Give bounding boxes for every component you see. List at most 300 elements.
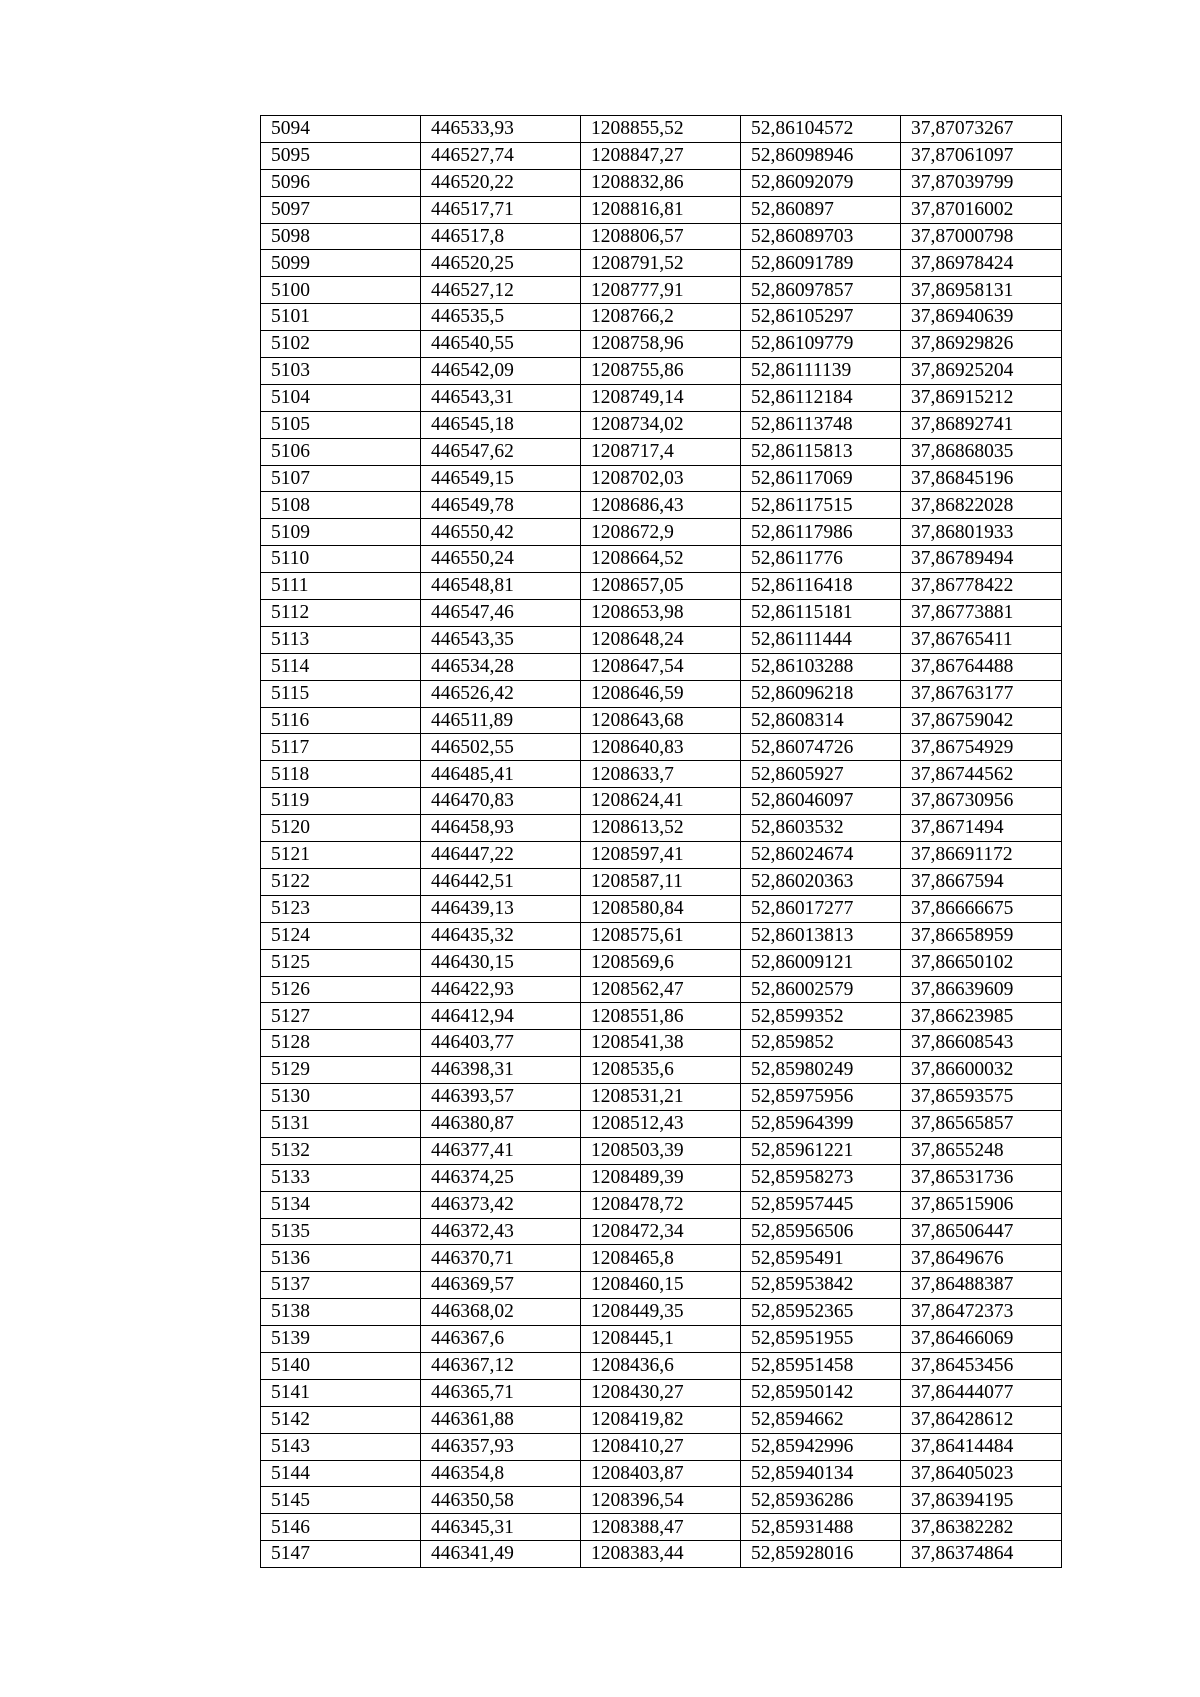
table-row — [261, 1514, 1062, 1541]
x-coordinate-cell: 446361,88 — [421, 1406, 581, 1433]
point-number-cell: 5118 — [261, 761, 421, 788]
point-number-cell: 5111 — [261, 573, 421, 600]
point-number-cell: 5096 — [261, 169, 421, 196]
latitude-cell: 52,86111139 — [741, 358, 901, 385]
point-number-cell: 5117 — [261, 734, 421, 761]
table-row — [261, 949, 1062, 976]
longitude-cell: 37,86778422 — [901, 573, 1062, 600]
latitude-cell: 52,85928016 — [741, 1541, 901, 1568]
y-coordinate-cell: 1208657,05 — [581, 573, 741, 600]
x-coordinate-cell: 446377,41 — [421, 1137, 581, 1164]
longitude-cell: 37,86754929 — [901, 734, 1062, 761]
x-coordinate-cell: 446502,55 — [421, 734, 581, 761]
x-coordinate-cell: 446543,35 — [421, 626, 581, 653]
x-coordinate-cell: 446354,8 — [421, 1460, 581, 1487]
point-number-cell: 5109 — [261, 519, 421, 546]
table-row — [261, 1460, 1062, 1487]
point-number-cell: 5098 — [261, 223, 421, 250]
x-coordinate-cell: 446367,6 — [421, 1326, 581, 1353]
x-coordinate-cell: 446373,42 — [421, 1191, 581, 1218]
longitude-cell: 37,86730956 — [901, 788, 1062, 815]
latitude-cell: 52,86013813 — [741, 922, 901, 949]
table-row — [261, 707, 1062, 734]
y-coordinate-cell: 1208664,52 — [581, 546, 741, 573]
table-row — [261, 1137, 1062, 1164]
point-number-cell: 5134 — [261, 1191, 421, 1218]
latitude-cell: 52,86074726 — [741, 734, 901, 761]
latitude-cell: 52,86091789 — [741, 250, 901, 277]
y-coordinate-cell: 1208445,1 — [581, 1326, 741, 1353]
y-coordinate-cell: 1208777,91 — [581, 277, 741, 304]
point-number-cell: 5107 — [261, 465, 421, 492]
y-coordinate-cell: 1208749,14 — [581, 384, 741, 411]
x-coordinate-cell: 446367,12 — [421, 1352, 581, 1379]
table-row — [261, 438, 1062, 465]
longitude-cell: 37,86444077 — [901, 1379, 1062, 1406]
x-coordinate-cell: 446548,81 — [421, 573, 581, 600]
latitude-cell: 52,86113748 — [741, 411, 901, 438]
y-coordinate-cell: 1208541,38 — [581, 1030, 741, 1057]
longitude-cell: 37,86929826 — [901, 331, 1062, 358]
latitude-cell: 52,86097857 — [741, 277, 901, 304]
table-row — [261, 196, 1062, 223]
table-row — [261, 1433, 1062, 1460]
x-coordinate-cell: 446374,25 — [421, 1164, 581, 1191]
x-coordinate-cell: 446369,57 — [421, 1272, 581, 1299]
point-number-cell: 5131 — [261, 1110, 421, 1137]
x-coordinate-cell: 446533,93 — [421, 116, 581, 143]
point-number-cell: 5124 — [261, 922, 421, 949]
longitude-cell: 37,87016002 — [901, 196, 1062, 223]
x-coordinate-cell: 446549,78 — [421, 492, 581, 519]
longitude-cell: 37,86466069 — [901, 1326, 1062, 1353]
longitude-cell: 37,86764488 — [901, 653, 1062, 680]
longitude-cell: 37,86958131 — [901, 277, 1062, 304]
y-coordinate-cell: 1208791,52 — [581, 250, 741, 277]
x-coordinate-cell: 446534,28 — [421, 653, 581, 680]
table-row — [261, 1191, 1062, 1218]
latitude-cell: 52,85951955 — [741, 1326, 901, 1353]
point-number-cell: 5138 — [261, 1299, 421, 1326]
table-row — [261, 358, 1062, 385]
latitude-cell: 52,86002579 — [741, 976, 901, 1003]
y-coordinate-cell: 1208587,11 — [581, 868, 741, 895]
table-row — [261, 492, 1062, 519]
latitude-cell: 52,86098946 — [741, 142, 901, 169]
latitude-cell: 52,86009121 — [741, 949, 901, 976]
latitude-cell: 52,86115181 — [741, 600, 901, 627]
table-row — [261, 1003, 1062, 1030]
y-coordinate-cell: 1208640,83 — [581, 734, 741, 761]
y-coordinate-cell: 1208613,52 — [581, 815, 741, 842]
point-number-cell: 5143 — [261, 1433, 421, 1460]
point-number-cell: 5144 — [261, 1460, 421, 1487]
latitude-cell: 52,86115813 — [741, 438, 901, 465]
table-row — [261, 1245, 1062, 1272]
point-number-cell: 5127 — [261, 1003, 421, 1030]
point-number-cell: 5108 — [261, 492, 421, 519]
x-coordinate-cell: 446412,94 — [421, 1003, 581, 1030]
latitude-cell: 52,86024674 — [741, 842, 901, 869]
longitude-cell: 37,86405023 — [901, 1460, 1062, 1487]
longitude-cell: 37,86789494 — [901, 546, 1062, 573]
longitude-cell: 37,86515906 — [901, 1191, 1062, 1218]
latitude-cell: 52,86105297 — [741, 304, 901, 331]
latitude-cell: 52,86092079 — [741, 169, 901, 196]
y-coordinate-cell: 1208816,81 — [581, 196, 741, 223]
latitude-cell: 52,860897 — [741, 196, 901, 223]
latitude-cell: 52,85953842 — [741, 1272, 901, 1299]
x-coordinate-cell: 446511,89 — [421, 707, 581, 734]
latitude-cell: 52,85936286 — [741, 1487, 901, 1514]
x-coordinate-cell: 446470,83 — [421, 788, 581, 815]
point-number-cell: 5104 — [261, 384, 421, 411]
x-coordinate-cell: 446435,32 — [421, 922, 581, 949]
table-row — [261, 1272, 1062, 1299]
longitude-cell: 37,86763177 — [901, 680, 1062, 707]
y-coordinate-cell: 1208597,41 — [581, 842, 741, 869]
latitude-cell: 52,86017277 — [741, 895, 901, 922]
longitude-cell: 37,86374864 — [901, 1541, 1062, 1568]
x-coordinate-cell: 446368,02 — [421, 1299, 581, 1326]
table-row — [261, 626, 1062, 653]
table-row — [261, 546, 1062, 573]
point-number-cell: 5128 — [261, 1030, 421, 1057]
y-coordinate-cell: 1208832,86 — [581, 169, 741, 196]
y-coordinate-cell: 1208419,82 — [581, 1406, 741, 1433]
table-row — [261, 465, 1062, 492]
table-row — [261, 1110, 1062, 1137]
y-coordinate-cell: 1208396,54 — [581, 1487, 741, 1514]
y-coordinate-cell: 1208672,9 — [581, 519, 741, 546]
latitude-cell: 52,86046097 — [741, 788, 901, 815]
latitude-cell: 52,85958273 — [741, 1164, 901, 1191]
longitude-cell: 37,86801933 — [901, 519, 1062, 546]
longitude-cell: 37,86691172 — [901, 842, 1062, 869]
table-row — [261, 1326, 1062, 1353]
x-coordinate-cell: 446403,77 — [421, 1030, 581, 1057]
y-coordinate-cell: 1208465,8 — [581, 1245, 741, 1272]
table-row — [261, 1379, 1062, 1406]
table-row — [261, 868, 1062, 895]
point-number-cell: 5097 — [261, 196, 421, 223]
longitude-cell: 37,86650102 — [901, 949, 1062, 976]
table-row — [261, 519, 1062, 546]
table-row — [261, 1084, 1062, 1111]
x-coordinate-cell: 446393,57 — [421, 1084, 581, 1111]
y-coordinate-cell: 1208460,15 — [581, 1272, 741, 1299]
point-number-cell: 5126 — [261, 976, 421, 1003]
x-coordinate-cell: 446517,71 — [421, 196, 581, 223]
latitude-cell: 52,86109779 — [741, 331, 901, 358]
table-row — [261, 734, 1062, 761]
y-coordinate-cell: 1208686,43 — [581, 492, 741, 519]
longitude-cell: 37,8667594 — [901, 868, 1062, 895]
latitude-cell: 52,8605927 — [741, 761, 901, 788]
table-row — [261, 384, 1062, 411]
table-row — [261, 895, 1062, 922]
x-coordinate-cell: 446549,15 — [421, 465, 581, 492]
table-row — [261, 1218, 1062, 1245]
x-coordinate-cell: 446527,12 — [421, 277, 581, 304]
x-coordinate-cell: 446357,93 — [421, 1433, 581, 1460]
table-row — [261, 653, 1062, 680]
latitude-cell: 52,85951458 — [741, 1352, 901, 1379]
y-coordinate-cell: 1208503,39 — [581, 1137, 741, 1164]
table-row — [261, 788, 1062, 815]
longitude-cell: 37,86868035 — [901, 438, 1062, 465]
point-number-cell: 5132 — [261, 1137, 421, 1164]
x-coordinate-cell: 446380,87 — [421, 1110, 581, 1137]
longitude-cell: 37,86925204 — [901, 358, 1062, 385]
y-coordinate-cell: 1208734,02 — [581, 411, 741, 438]
longitude-cell: 37,86382282 — [901, 1514, 1062, 1541]
latitude-cell: 52,8594662 — [741, 1406, 901, 1433]
y-coordinate-cell: 1208478,72 — [581, 1191, 741, 1218]
table-row — [261, 573, 1062, 600]
table-row — [261, 1406, 1062, 1433]
latitude-cell: 52,8603532 — [741, 815, 901, 842]
latitude-cell: 52,86104572 — [741, 116, 901, 143]
table-row — [261, 142, 1062, 169]
y-coordinate-cell: 1208430,27 — [581, 1379, 741, 1406]
latitude-cell: 52,86116418 — [741, 573, 901, 600]
table-row — [261, 169, 1062, 196]
y-coordinate-cell: 1208647,54 — [581, 653, 741, 680]
point-number-cell: 5129 — [261, 1057, 421, 1084]
point-number-cell: 5137 — [261, 1272, 421, 1299]
point-number-cell: 5095 — [261, 142, 421, 169]
coordinates-table — [260, 115, 1062, 1568]
longitude-cell: 37,86506447 — [901, 1218, 1062, 1245]
y-coordinate-cell: 1208436,6 — [581, 1352, 741, 1379]
latitude-cell: 52,85975956 — [741, 1084, 901, 1111]
table-row — [261, 1057, 1062, 1084]
latitude-cell: 52,8599352 — [741, 1003, 901, 1030]
longitude-cell: 37,86639609 — [901, 976, 1062, 1003]
y-coordinate-cell: 1208648,24 — [581, 626, 741, 653]
latitude-cell: 52,859852 — [741, 1030, 901, 1057]
latitude-cell: 52,85961221 — [741, 1137, 901, 1164]
x-coordinate-cell: 446550,42 — [421, 519, 581, 546]
point-number-cell: 5101 — [261, 304, 421, 331]
table-row — [261, 1164, 1062, 1191]
x-coordinate-cell: 446527,74 — [421, 142, 581, 169]
point-number-cell: 5146 — [261, 1514, 421, 1541]
y-coordinate-cell: 1208624,41 — [581, 788, 741, 815]
longitude-cell: 37,86531736 — [901, 1164, 1062, 1191]
longitude-cell: 37,86759042 — [901, 707, 1062, 734]
point-number-cell: 5094 — [261, 116, 421, 143]
table-row — [261, 976, 1062, 1003]
longitude-cell: 37,86453456 — [901, 1352, 1062, 1379]
point-number-cell: 5114 — [261, 653, 421, 680]
longitude-cell: 37,86623985 — [901, 1003, 1062, 1030]
point-number-cell: 5119 — [261, 788, 421, 815]
y-coordinate-cell: 1208562,47 — [581, 976, 741, 1003]
y-coordinate-cell: 1208633,7 — [581, 761, 741, 788]
table-row — [261, 1352, 1062, 1379]
table-row — [261, 922, 1062, 949]
y-coordinate-cell: 1208847,27 — [581, 142, 741, 169]
y-coordinate-cell: 1208531,21 — [581, 1084, 741, 1111]
longitude-cell: 37,8655248 — [901, 1137, 1062, 1164]
x-coordinate-cell: 446550,24 — [421, 546, 581, 573]
y-coordinate-cell: 1208512,43 — [581, 1110, 741, 1137]
x-coordinate-cell: 446545,18 — [421, 411, 581, 438]
table-row — [261, 331, 1062, 358]
point-number-cell: 5139 — [261, 1326, 421, 1353]
table-row — [261, 761, 1062, 788]
longitude-cell: 37,86593575 — [901, 1084, 1062, 1111]
point-number-cell: 5120 — [261, 815, 421, 842]
y-coordinate-cell: 1208569,6 — [581, 949, 741, 976]
y-coordinate-cell: 1208388,47 — [581, 1514, 741, 1541]
point-number-cell: 5133 — [261, 1164, 421, 1191]
latitude-cell: 52,85940134 — [741, 1460, 901, 1487]
longitude-cell: 37,86765411 — [901, 626, 1062, 653]
x-coordinate-cell: 446341,49 — [421, 1541, 581, 1568]
latitude-cell: 52,86112184 — [741, 384, 901, 411]
point-number-cell: 5140 — [261, 1352, 421, 1379]
latitude-cell: 52,86111444 — [741, 626, 901, 653]
x-coordinate-cell: 446370,71 — [421, 1245, 581, 1272]
point-number-cell: 5136 — [261, 1245, 421, 1272]
table-row — [261, 1299, 1062, 1326]
table-row — [261, 411, 1062, 438]
longitude-cell: 37,87039799 — [901, 169, 1062, 196]
point-number-cell: 5147 — [261, 1541, 421, 1568]
latitude-cell: 52,85952365 — [741, 1299, 901, 1326]
point-number-cell: 5103 — [261, 358, 421, 385]
latitude-cell: 52,85931488 — [741, 1514, 901, 1541]
latitude-cell: 52,85980249 — [741, 1057, 901, 1084]
point-number-cell: 5142 — [261, 1406, 421, 1433]
y-coordinate-cell: 1208646,59 — [581, 680, 741, 707]
latitude-cell: 52,8608314 — [741, 707, 901, 734]
point-number-cell: 5122 — [261, 868, 421, 895]
point-number-cell: 5135 — [261, 1218, 421, 1245]
table-row — [261, 815, 1062, 842]
x-coordinate-cell: 446542,09 — [421, 358, 581, 385]
table-row — [261, 1487, 1062, 1514]
latitude-cell: 52,86103288 — [741, 653, 901, 680]
x-coordinate-cell: 446422,93 — [421, 976, 581, 1003]
x-coordinate-cell: 446398,31 — [421, 1057, 581, 1084]
table-row — [261, 277, 1062, 304]
latitude-cell: 52,85964399 — [741, 1110, 901, 1137]
longitude-cell: 37,86773881 — [901, 600, 1062, 627]
y-coordinate-cell: 1208449,35 — [581, 1299, 741, 1326]
latitude-cell: 52,85942996 — [741, 1433, 901, 1460]
x-coordinate-cell: 446350,58 — [421, 1487, 581, 1514]
latitude-cell: 52,86117515 — [741, 492, 901, 519]
longitude-cell: 37,87061097 — [901, 142, 1062, 169]
y-coordinate-cell: 1208806,57 — [581, 223, 741, 250]
longitude-cell: 37,86600032 — [901, 1057, 1062, 1084]
x-coordinate-cell: 446485,41 — [421, 761, 581, 788]
x-coordinate-cell: 446520,25 — [421, 250, 581, 277]
coordinates-table-body — [261, 116, 1062, 1568]
point-number-cell: 5106 — [261, 438, 421, 465]
point-number-cell: 5141 — [261, 1379, 421, 1406]
y-coordinate-cell: 1208410,27 — [581, 1433, 741, 1460]
y-coordinate-cell: 1208755,86 — [581, 358, 741, 385]
longitude-cell: 37,86428612 — [901, 1406, 1062, 1433]
point-number-cell: 5130 — [261, 1084, 421, 1111]
y-coordinate-cell: 1208717,4 — [581, 438, 741, 465]
latitude-cell: 52,8611776 — [741, 546, 901, 573]
latitude-cell: 52,86117986 — [741, 519, 901, 546]
x-coordinate-cell: 446547,62 — [421, 438, 581, 465]
latitude-cell: 52,86096218 — [741, 680, 901, 707]
y-coordinate-cell: 1208403,87 — [581, 1460, 741, 1487]
table-row — [261, 600, 1062, 627]
y-coordinate-cell: 1208489,39 — [581, 1164, 741, 1191]
longitude-cell: 37,86978424 — [901, 250, 1062, 277]
table-row — [261, 250, 1062, 277]
point-number-cell: 5115 — [261, 680, 421, 707]
point-number-cell: 5100 — [261, 277, 421, 304]
longitude-cell: 37,86666675 — [901, 895, 1062, 922]
y-coordinate-cell: 1208575,61 — [581, 922, 741, 949]
longitude-cell: 37,8649676 — [901, 1245, 1062, 1272]
longitude-cell: 37,86915212 — [901, 384, 1062, 411]
longitude-cell: 37,87000798 — [901, 223, 1062, 250]
longitude-cell: 37,86565857 — [901, 1110, 1062, 1137]
y-coordinate-cell: 1208855,52 — [581, 116, 741, 143]
x-coordinate-cell: 446543,31 — [421, 384, 581, 411]
y-coordinate-cell: 1208653,98 — [581, 600, 741, 627]
x-coordinate-cell: 446520,22 — [421, 169, 581, 196]
latitude-cell: 52,86089703 — [741, 223, 901, 250]
longitude-cell: 37,86488387 — [901, 1272, 1062, 1299]
table-row — [261, 304, 1062, 331]
x-coordinate-cell: 446430,15 — [421, 949, 581, 976]
y-coordinate-cell: 1208643,68 — [581, 707, 741, 734]
y-coordinate-cell: 1208472,34 — [581, 1218, 741, 1245]
latitude-cell: 52,85957445 — [741, 1191, 901, 1218]
y-coordinate-cell: 1208535,6 — [581, 1057, 741, 1084]
longitude-cell: 37,86845196 — [901, 465, 1062, 492]
x-coordinate-cell: 446458,93 — [421, 815, 581, 842]
point-number-cell: 5121 — [261, 842, 421, 869]
latitude-cell: 52,85956506 — [741, 1218, 901, 1245]
latitude-cell: 52,85950142 — [741, 1379, 901, 1406]
longitude-cell: 37,86658959 — [901, 922, 1062, 949]
x-coordinate-cell: 446535,5 — [421, 304, 581, 331]
point-number-cell: 5113 — [261, 626, 421, 653]
longitude-cell: 37,86394195 — [901, 1487, 1062, 1514]
point-number-cell: 5099 — [261, 250, 421, 277]
x-coordinate-cell: 446372,43 — [421, 1218, 581, 1245]
y-coordinate-cell: 1208383,44 — [581, 1541, 741, 1568]
x-coordinate-cell: 446442,51 — [421, 868, 581, 895]
x-coordinate-cell: 446540,55 — [421, 331, 581, 358]
longitude-cell: 37,86472373 — [901, 1299, 1062, 1326]
x-coordinate-cell: 446447,22 — [421, 842, 581, 869]
latitude-cell: 52,86117069 — [741, 465, 901, 492]
table-row — [261, 680, 1062, 707]
longitude-cell: 37,86414484 — [901, 1433, 1062, 1460]
y-coordinate-cell: 1208766,2 — [581, 304, 741, 331]
longitude-cell: 37,86822028 — [901, 492, 1062, 519]
point-number-cell: 5123 — [261, 895, 421, 922]
table-row — [261, 842, 1062, 869]
point-number-cell: 5112 — [261, 600, 421, 627]
table-row — [261, 1030, 1062, 1057]
point-number-cell: 5145 — [261, 1487, 421, 1514]
